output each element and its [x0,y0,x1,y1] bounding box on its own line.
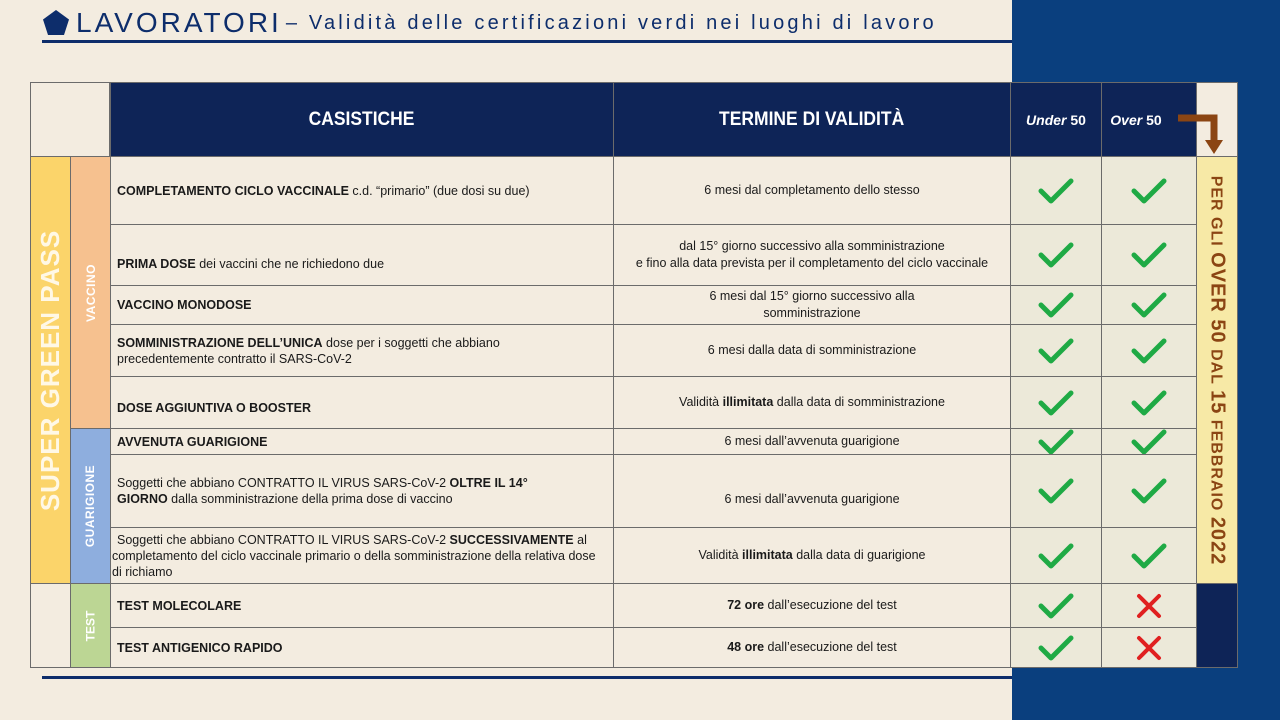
header-under50-label: Under [1026,111,1067,128]
table-row-case: PRIMA DOSE dei vaccini che ne richiedono due [110,224,614,286]
table-row-case: TEST MOLECOLARE [110,583,614,628]
header-cases [110,82,614,157]
header-over50-num: 50 [1146,111,1162,128]
over50-mark-cell [1101,285,1197,325]
group-guarigione-label: GUARIGIONE [83,464,98,548]
page-subtitle: – Validità delle certificazioni verdi nei luoghi di lavoro [285,11,937,34]
under50-mark-cell [1010,454,1102,528]
header-validity [613,82,1011,157]
check-icon [1131,428,1167,456]
over50-mark-cell [1101,627,1197,668]
over50-test-box [1196,583,1238,668]
over50-mark-cell [1101,156,1197,225]
under50-mark-cell [1010,527,1102,584]
under50-mark-cell [1010,156,1102,225]
test-blank-cell [30,583,71,668]
over50-mark-cell [1101,583,1197,628]
table-row-validity: 6 mesi dall’avvenuta guarigione [613,428,1011,455]
under50-mark-cell [1010,224,1102,286]
over50-side-note [1196,156,1238,584]
table-row-validity: 6 mesi dal 15° giorno successivo alla somministrazione [613,285,1011,325]
group-vaccino-label: VACCINO [83,263,98,322]
table-row-validity: 6 mesi dal completamento dello stesso [613,156,1011,225]
check-icon [1038,337,1074,365]
page-title: LAVORATORI [76,7,282,38]
under50-mark-cell [1010,376,1102,429]
check-icon [1038,291,1074,319]
over50-mark-cell [1101,224,1197,286]
table-row-case: COMPLETAMENTO CICLO VACCINALE c.d. “primario” (due dosi su due) [110,156,614,225]
validity-table [30,82,1238,668]
check-icon [1131,477,1167,505]
group-super-green-pass-label: SUPER GREEN PASS [35,229,66,511]
over50-mark-cell [1101,428,1197,455]
over50-side-note-text: PER GLI OVER 50 DAL 15 FEBBRAIO 2022 [1206,175,1229,565]
under50-mark-cell [1010,324,1102,377]
table-row-validity: 72 ore dall’esecuzione del test [613,583,1011,628]
header-over50-label: Over [1110,111,1143,128]
over50-mark-cell [1101,376,1197,429]
table-row-validity: 6 mesi dalla data di somministrazione [613,324,1011,377]
check-icon [1131,337,1167,365]
bend-arrow-icon [1178,114,1224,156]
under50-mark-cell [1010,285,1102,325]
top-divider [42,40,1012,43]
check-icon [1038,477,1074,505]
table-row-validity: Validità illimitata dalla data di guarigione [613,527,1011,584]
header-cases-label: CASISTICHE [309,108,415,130]
check-icon [1038,542,1074,570]
table-row-validity: 6 mesi dall’avvenuta guarigione [613,454,1011,528]
group-guarigione [70,428,111,584]
check-icon [1038,389,1074,417]
under50-mark-cell [1010,428,1102,455]
table-row-case: AVVENUTA GUARIGIONE [110,428,614,455]
over50-mark-cell [1101,454,1197,528]
check-icon [1038,241,1074,269]
header-under50-num: 50 [1070,111,1086,128]
over50-mark-cell [1101,527,1197,584]
under50-mark-cell [1010,627,1102,668]
group-test-label: TEST [83,610,98,641]
check-icon [1038,634,1074,662]
cross-icon [1131,592,1167,620]
group-super-green-pass [30,156,71,584]
title-bar [42,8,1012,38]
table-row-validity: 48 ore dall’esecuzione del test [613,627,1011,668]
check-icon [1131,241,1167,269]
cross-icon [1131,634,1167,662]
check-icon [1038,428,1074,456]
under50-mark-cell [1010,583,1102,628]
header-blank-cell [30,82,110,157]
table-row-validity: dal 15° giorno successivo alla somministrazione e fino alla data prevista per il completamento del ciclo vaccinale [613,224,1011,286]
table-row-case: DOSE AGGIUNTIVA O BOOSTER [110,376,614,429]
group-vaccino [70,156,111,429]
pentagon-icon [42,9,70,37]
header-under50 [1010,82,1102,157]
bottom-divider [42,676,1012,679]
table-row-case: VACCINO MONODOSE [110,285,614,325]
check-icon [1131,542,1167,570]
table-row-case: Soggetti che abbiano CONTRATTO IL VIRUS SARS-CoV-2 SUCCESSIVAMENTE al completamento del ciclo vaccinale primario o della somministrazione della relativa dose di richiamo [110,527,614,584]
table-row-case: Soggetti che abbiano CONTRATTO IL VIRUS SARS-CoV-2 OLTRE IL 14° GIORNO dalla somministrazione della prima dose di vaccino [110,454,614,528]
check-icon [1131,291,1167,319]
table-row-case: SOMMINISTRAZIONE DELL’UNICA dose per i soggetti che abbiano precedentemente contratto il SARS-CoV-2 [110,324,614,377]
table-row-case: TEST ANTIGENICO RAPIDO [110,627,614,668]
over50-mark-cell [1101,324,1197,377]
check-icon [1038,177,1074,205]
group-test [70,583,111,668]
check-icon [1131,389,1167,417]
check-icon [1131,177,1167,205]
table-row-validity: Validità illimitata dalla data di somministrazione [613,376,1011,429]
header-validity-label: TERMINE DI VALIDITÀ [719,108,905,130]
check-icon [1038,592,1074,620]
